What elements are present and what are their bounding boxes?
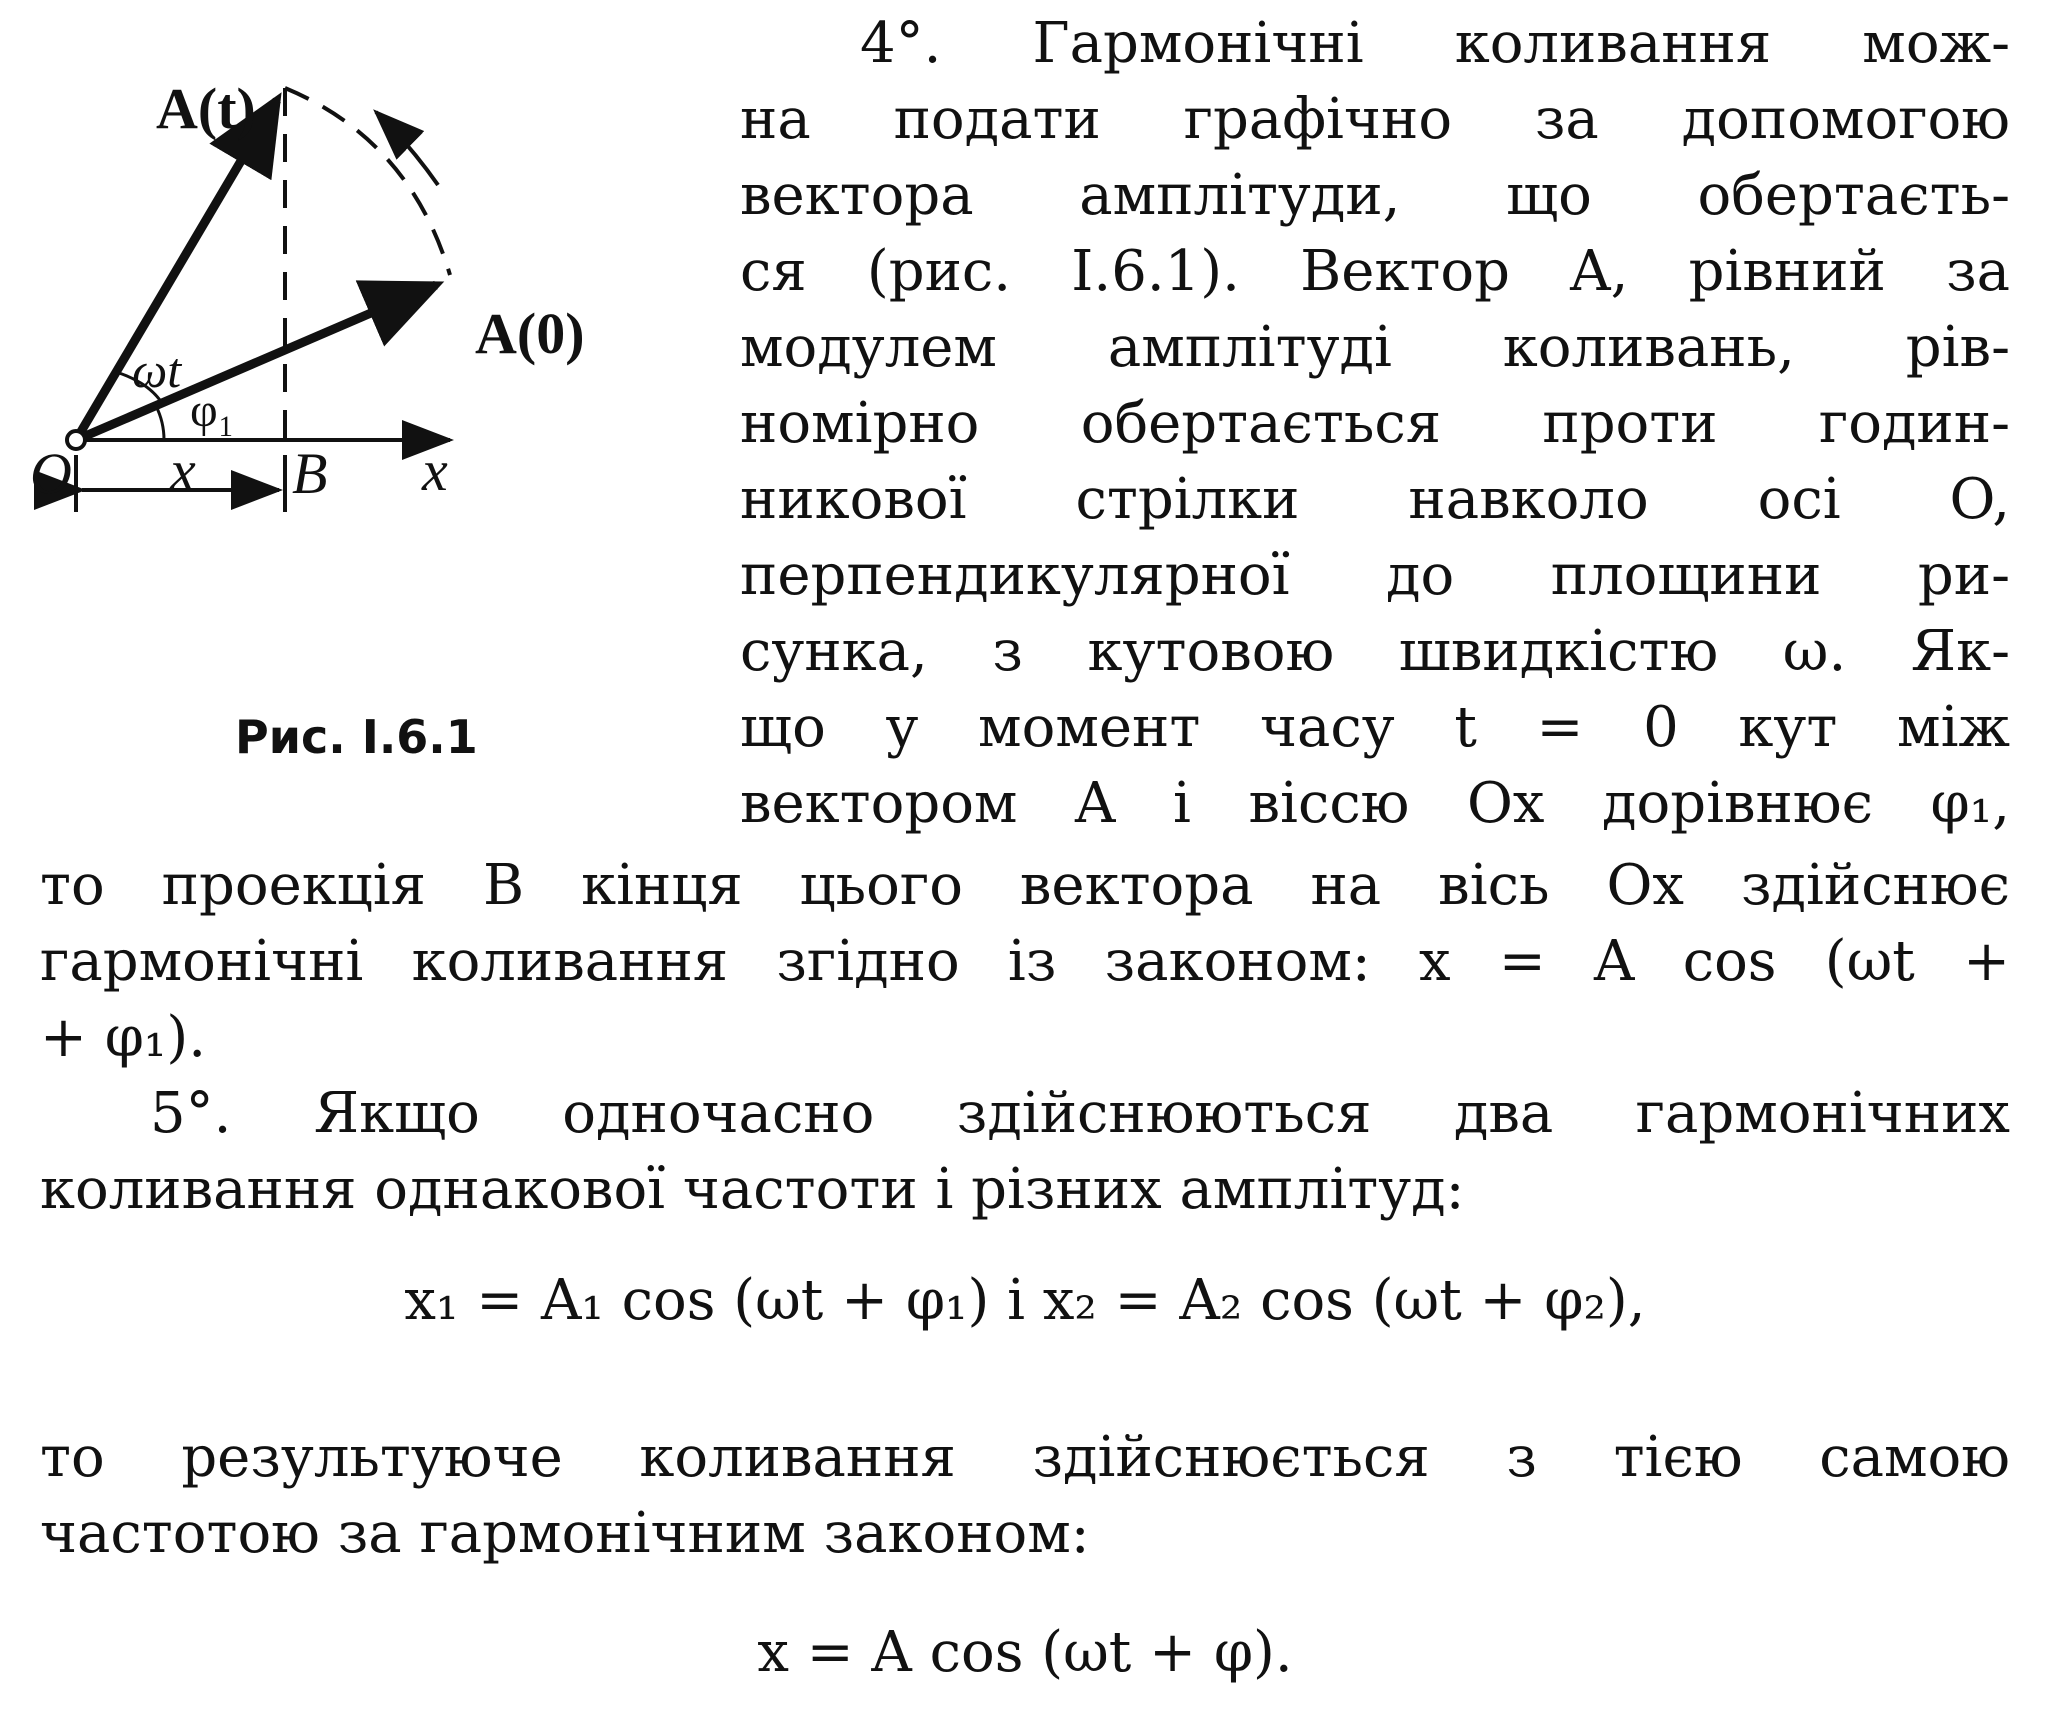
text-line: вектора амплітуди, що обертаєть-	[740, 163, 2010, 228]
label-x-axis: x	[422, 438, 448, 503]
text-line: модулем амплітуді коливань, рів-	[740, 315, 2010, 380]
label-o: O	[30, 441, 72, 506]
label-omega-t: ωt	[132, 342, 182, 398]
text-line: гармонічні коливання згідно із законом: x = A cos (ωt +	[40, 929, 2010, 994]
text-line: никової стрілки навколо осі O,	[740, 467, 2010, 532]
text-line: 4°. Гармонічні коливання мож-	[860, 11, 2010, 76]
text-line: коливання однакової частоти і різних амплітуд:	[40, 1157, 1465, 1222]
label-phi-1: φ₁	[190, 384, 235, 437]
text-line: номірно обертається проти годин-	[740, 391, 2010, 456]
text-line: то проекція B кінця цього вектора на вісь Ox здійснює	[40, 853, 2010, 918]
label-a-t: A(t)	[156, 76, 256, 141]
text-line: що у момент часу t = 0 кут між	[740, 695, 2010, 760]
rotation-arrow-icon	[376, 112, 438, 185]
label-b: B	[292, 441, 328, 506]
text-line: перпендикулярної до площини ри-	[740, 543, 2010, 608]
text-line: сунка, з кутовою швидкістю ω. Як-	[740, 619, 2010, 684]
figure-caption: Рис. I.6.1	[235, 710, 478, 764]
text-line: частотою за гармонічним законом:	[40, 1501, 1090, 1566]
figure-rotating-vector	[30, 60, 670, 780]
formula-resultant: x = A cos (ωt + φ).	[757, 1620, 1293, 1685]
text-line: вектором A і віссю Ox дорівнює φ₁,	[740, 771, 2010, 836]
angle-arc-phi-1	[156, 406, 164, 440]
text-line: 5°. Якщо одночасно здійснюються два гармонічних	[150, 1081, 2010, 1146]
text-line: на подати графічно за допомогою	[740, 87, 2010, 152]
vector-a-0	[76, 285, 436, 440]
text-line: ся (рис. I.6.1). Вектор A, рівний за	[740, 239, 2010, 304]
text-line: то результуюче коливання здійснюється з тією самою	[40, 1425, 2010, 1490]
label-a-0: A(0)	[475, 301, 585, 366]
rotation-arc	[285, 88, 450, 275]
label-x-segment: x	[170, 438, 196, 503]
vector-diagram	[30, 60, 670, 780]
text-line: + φ₁).	[40, 1005, 207, 1070]
formula-two-oscillations: x₁ = A₁ cos (ωt + φ₁) і x₂ = A₂ cos (ωt + φ₂),	[404, 1268, 1646, 1333]
